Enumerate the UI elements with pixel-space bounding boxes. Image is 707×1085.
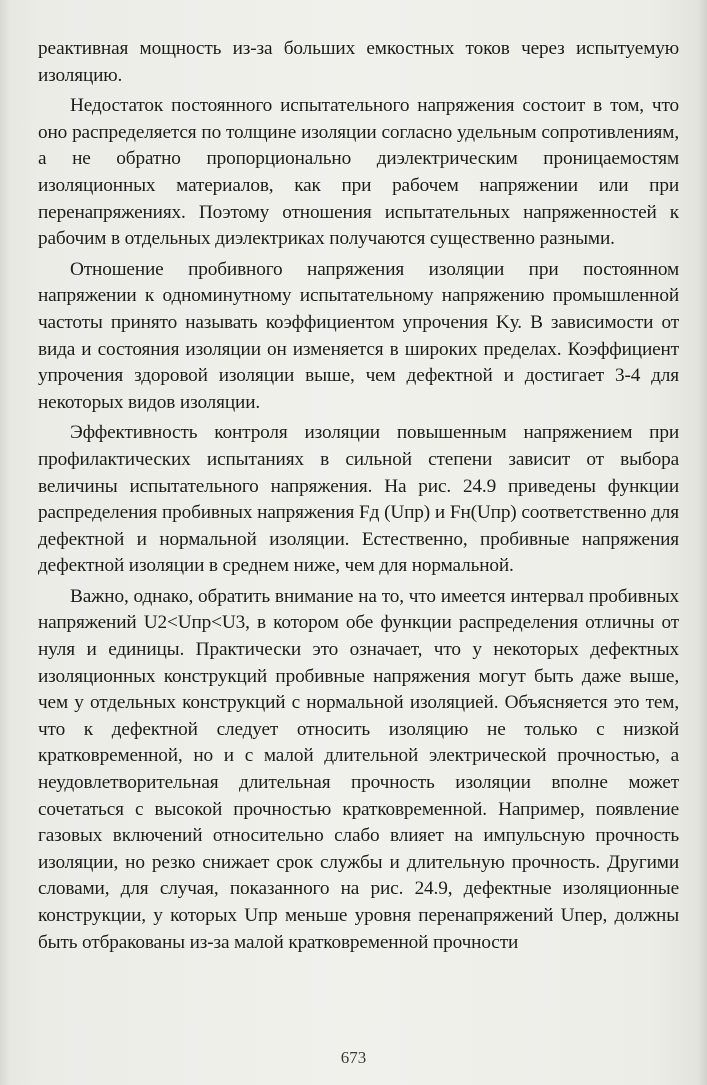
scan-shadow-left <box>0 0 10 1085</box>
body-text <box>38 36 679 956</box>
paragraph-dc-test-drawback: Недостаток постоянного испытательного напряжения состоит в том, что оно распределяется по толщине изоляции согласно удельным сопротивлениям, а не обратно пропорционально диэлектрическим проницаемостям изоляционных материалов, как при рабочем напряжении или при перенапряжениях. Поэтому отношения испытательных напряженностей к рабочим в отдельных диэлектриках получаются существенно разными. <box>38 95 679 250</box>
paragraph-test-effectiveness: Эффективность контроля изоляции повышенным напряжением при профилактических испытаниях в сильной степени зависит от выбора величины испытательного напряжения. На рис. 24.9 приведены функции распределения пробивных напряжения Fд (Uпр) и Fн(Uпр) соответственно для дефектной и нормальной изоляции. Естественно, пробивные напряжения дефектной изоляции в среднем ниже, чем для нормальной. <box>38 422 679 577</box>
paragraph-strengthening-coefficient: Отношение пробивного напряжения изоляции при постоянном напряжении к одноминутному испытательному напряжению промышленной частоты принято называть коэффициентом упрочения Kу. В зависимости от вида и состояния изоляции он изменяется в широких пределах. Коэффициент упрочения здоровой изоляции выше, чем дефектной и достигает 3-4 для некоторых видов изоляции. <box>38 258 679 413</box>
scan-shadow-right <box>697 0 707 1085</box>
page-number: 673 <box>340 1048 367 1067</box>
paragraph-continuation: реактивная мощность из-за больших емкостных токов через испытуемую изоляцию. <box>38 38 679 86</box>
paragraph-breakdown-interval: Важно, однако, обратить внимание на то, что имеется интервал пробивных напряжений U2<Uпр<U3, в котором обе функции распределения отличны от нуля и единицы. Практически это означает, что у некоторых дефектных изоляционных конструкций пробивные напряжения могут быть даже выше, чем у отдельных конструкций с нормальной изоляцией. Объясняется это тем, что к дефектной следует относить изоляцию не только с низкой кратковременной, но и с малой длительной электрической прочностью, а неудовлетворительная длительная прочность изоляции вполне может сочетаться с высокой прочностью кратковременной. Например, появление газовых включений относительно слабо влияет на импульсную прочность изоляции, но резко снижает срок службы и длительную прочность. Другими словами, для случая, показанного на рис. 24.9, дефектные изоляционные конструкции, у которых Uпр меньше уровня перенапряжений Uпер, должны быть отбракованы из-за малой кратковременной прочности <box>38 585 679 953</box>
